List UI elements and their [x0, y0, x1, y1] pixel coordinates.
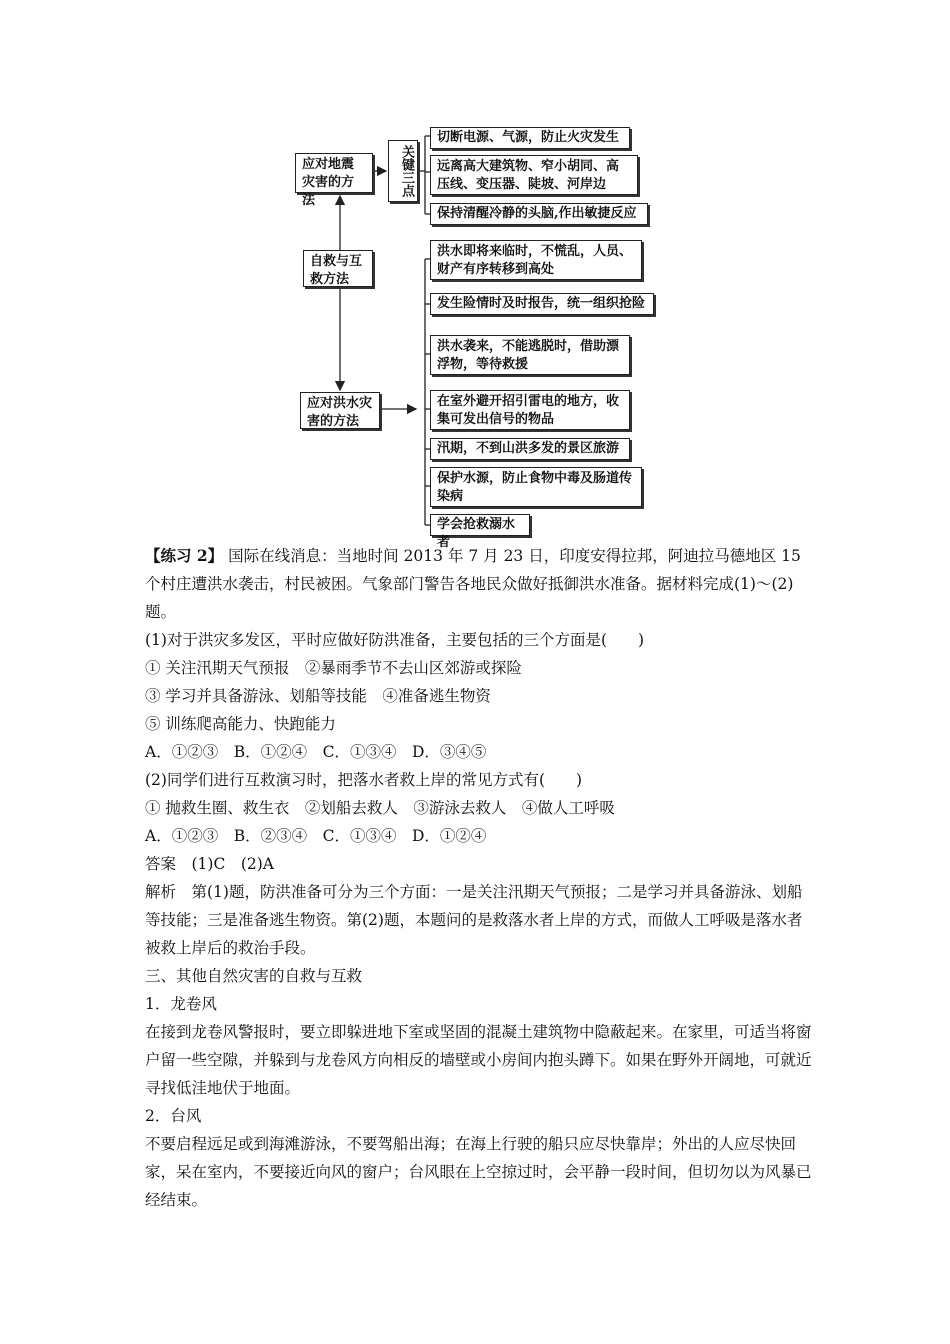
- answer: 答案 (1)C (2)A: [145, 855, 274, 873]
- eq-point-1-text: 切断电源、气源，防止火灾发生: [437, 130, 620, 145]
- analysis: 解析 第(1)题，防洪准备可分为三个方面：一是关注汛期天气预报；二是学习并具备游泳、划船等技能；三是准备逃生物资。第(2)题，本题问的是救落水者上岸的方式，而做人工呼吸是落水者被救上岸后的救治手段。: [145, 883, 803, 957]
- self-rescue-box: [303, 250, 373, 287]
- earthquake-method-label: 应对地震灾害的方法: [302, 157, 355, 208]
- earthquake-method-box: [295, 153, 373, 208]
- concept-diagram: [0, 0, 950, 550]
- exercise-intro: [145, 542, 815, 626]
- q1-options-2: ③ 学习并具备游泳、划船等技能 ④准备逃生物资: [145, 687, 491, 705]
- flood-point-3-text: 洪水袭来，不能逃脱时，借助漂浮物，等待救援: [437, 339, 620, 372]
- typhoon-paragraph: 不要启程远足或到海滩游泳，不要驾船出海；在海上行驶的船只应尽快靠岸；外出的人应尽快回家，呆在室内，不要接近向风的窗户；台风眼在上空掠过时，会平静一段时间，但切勿以为风暴已经结束。: [145, 1135, 812, 1209]
- eq-point-2-text: 远离高大建筑物、窄小胡同、高压线、变压器、陡坡、河岸边: [437, 159, 620, 192]
- key-three-label: 关键三点: [399, 145, 414, 197]
- q1-options-3: ⑤ 训练爬高能力、快跑能力: [145, 715, 336, 733]
- flood-point-4: [430, 390, 630, 430]
- flood-point-1-text: 洪水即将来临时，不慌乱，人员、财产有序转移到高处: [437, 244, 633, 277]
- eq-point-3-text: 保持清醒冷静的头脑,作出敏捷反应: [437, 206, 637, 221]
- q1-stem: (1)对于洪灾多发区，平时应做好防洪准备，主要包括的三个方面是( ): [145, 631, 645, 649]
- self-rescue-label: 自救与互救方法: [310, 254, 363, 287]
- flood-point-5: [430, 438, 630, 460]
- tornado-paragraph: 在接到龙卷风警报时，要立即躲进地下室或坚固的混凝土建筑物中隐蔽起来。在家里，可适当将窗户留一些空隙，并躲到与龙卷风方向相反的墙壁或小房间内抱头蹲下。如果在野外开阔地，可就近寻找低洼地伏于地面。: [145, 1023, 812, 1097]
- q2-stem: (2)同学们进行互救演习时，把落水者救上岸的常见方式有( ): [145, 771, 583, 789]
- flood-point-7: [430, 514, 530, 550]
- flood-point-2-text: 发生险情时及时报告，统一组织抢险: [437, 296, 646, 311]
- exercise-section: [145, 542, 815, 1214]
- exercise-intro-text: 国际在线消息：当地时间 2013 年 7 月 23 日，印度安得拉邦，阿迪拉马德地区 15 个村庄遭洪水袭击，村民被困。气象部门警告各地民众做好抵御洪水准备。据材料完成(1)～(2)题。: [145, 547, 801, 621]
- q1-choices: A．①②③ B．①②④ C．①③④ D．③④⑤: [145, 743, 487, 761]
- eq-point-3: [430, 203, 648, 225]
- flood-point-6-text: 保护水源，防止食物中毒及肠道传染病: [437, 471, 633, 504]
- typhoon-heading: 2．台风: [145, 1107, 202, 1125]
- key-three-box: [388, 140, 418, 202]
- q2-choices: A．①②③ B．②③④ C．①③④ D．①②④: [145, 827, 487, 845]
- flood-point-4-text: 在室外避开招引雷电的地方，收集可发出信号的物品: [437, 394, 620, 427]
- flood-point-1: [430, 240, 642, 280]
- flood-method-label: 应对洪水灾害的方法: [307, 396, 373, 429]
- flood-point-5-text: 汛期，不到山洪多发的景区旅游: [437, 441, 620, 456]
- exercise-tag: 【练习 2】: [145, 546, 224, 565]
- section3-title: 三、其他自然灾害的自救与互救: [145, 967, 363, 985]
- flood-point-2: [430, 293, 654, 315]
- flood-point-6: [430, 467, 642, 507]
- tornado-heading: 1．龙卷风: [145, 995, 217, 1013]
- eq-point-1: [430, 127, 630, 149]
- flood-point-7-text: 学会抢救溺水者: [437, 517, 516, 550]
- flood-point-3: [430, 335, 630, 375]
- q2-options: ① 抛救生圈、救生衣 ②划船去救人 ③游泳去救人 ④做人工呼吸: [145, 799, 615, 817]
- q1-options-1: ① 关注汛期天气预报 ②暴雨季节不去山区郊游或探险: [145, 659, 522, 677]
- flood-method-box: [300, 392, 380, 429]
- eq-point-2: [430, 155, 638, 195]
